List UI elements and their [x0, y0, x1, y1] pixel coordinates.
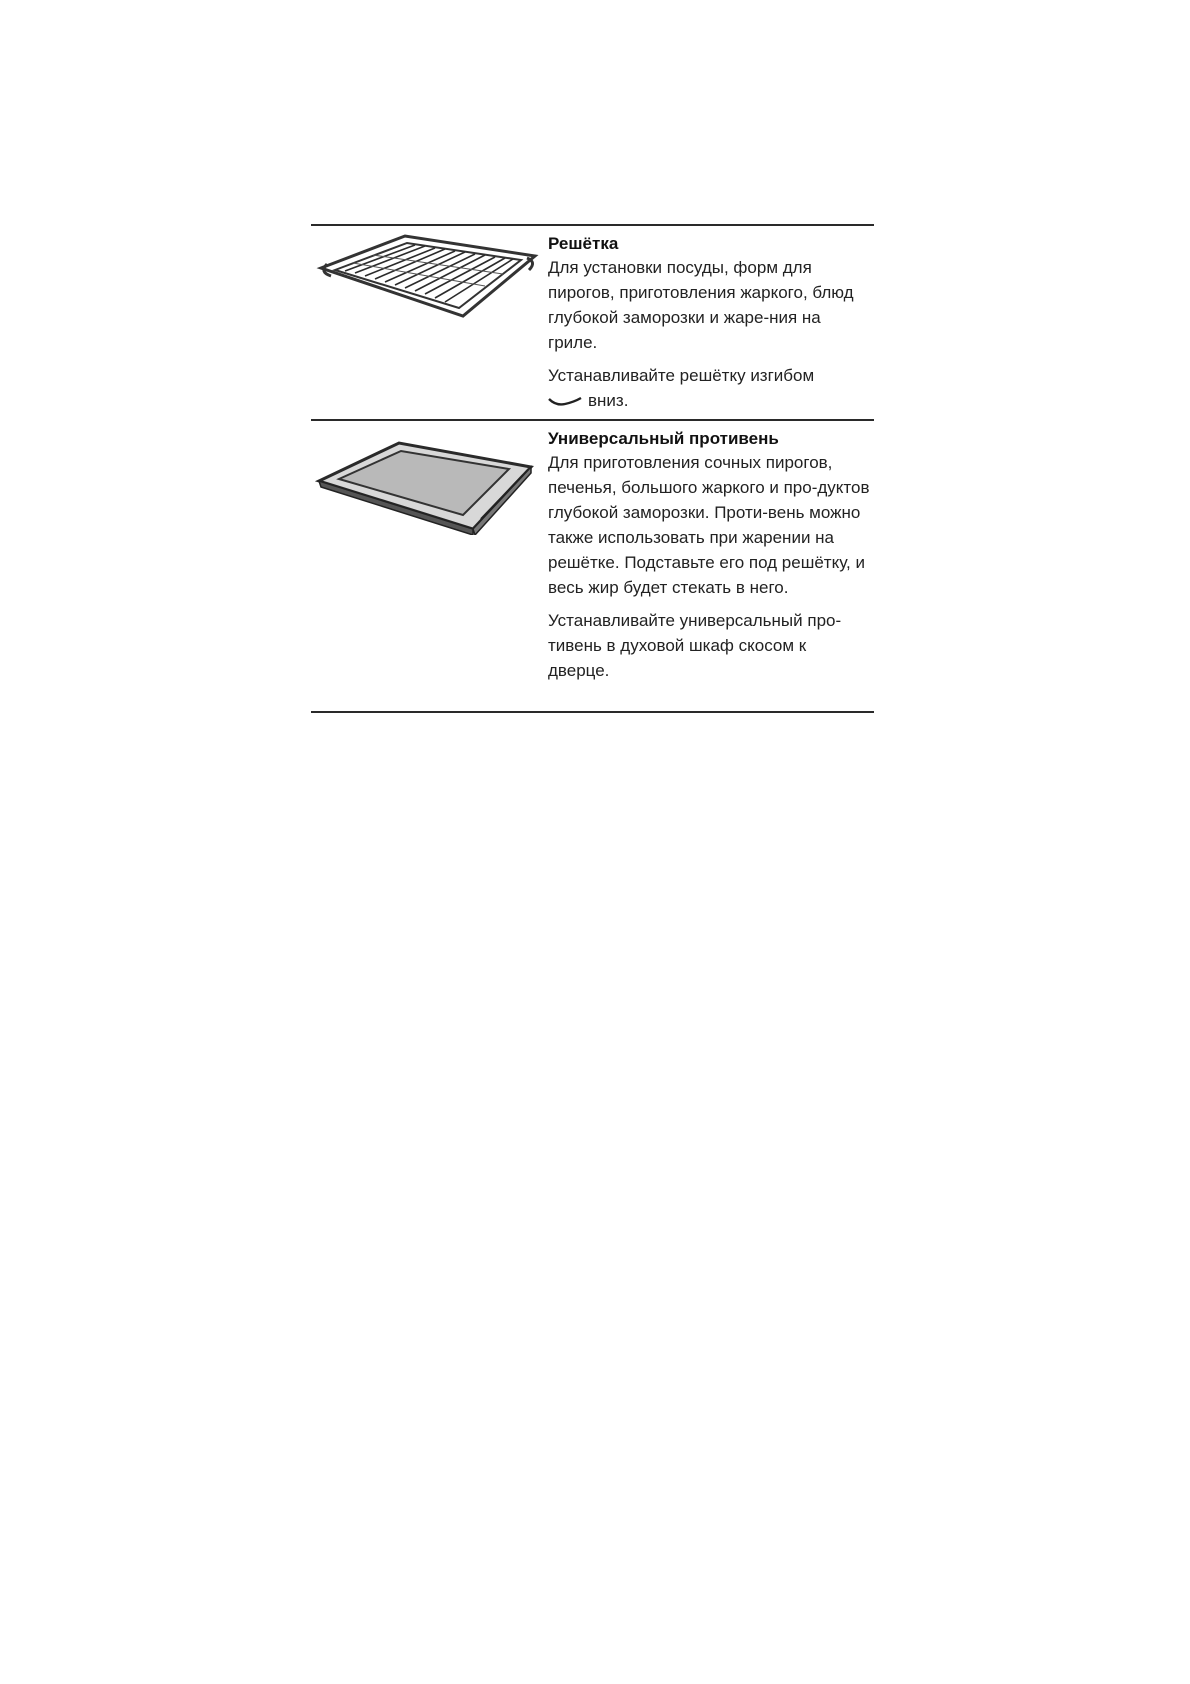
wire-rack-illustration — [313, 234, 541, 324]
rack-description: Для установки посуды, форм для пирогов, приготовления жаркого, блюд глубокой заморозки и жаре-ния на гриле. — [548, 258, 854, 352]
rack-note-line1: Устанавливайте решётку изгибом — [548, 366, 815, 385]
baking-tray-illustration — [313, 437, 535, 535]
accessory-table — [311, 224, 874, 713]
tray-note: Устанавливайте универсальный про-тивень в духовой шкаф скосом к дверце. — [548, 611, 842, 680]
rack-text — [548, 233, 872, 413]
rack-note-line2: вниз. — [588, 391, 629, 410]
tray-text — [548, 428, 872, 683]
rack-note — [548, 363, 872, 413]
tray-description: Для приготовления сочных пирогов, печенья, большого жаркого и про-дуктов глубокой заморозки. Проти-вень можно также использовать при жарении на решётке. Подставьте его под решётку, и весь жир будет стекать в него. — [548, 453, 870, 597]
bend-curve-icon — [548, 396, 582, 408]
accessory-row-rack — [311, 226, 874, 421]
tray-title: Универсальный противень — [548, 429, 779, 448]
accessory-row-tray — [311, 421, 874, 713]
rack-title: Решётка — [548, 234, 619, 253]
